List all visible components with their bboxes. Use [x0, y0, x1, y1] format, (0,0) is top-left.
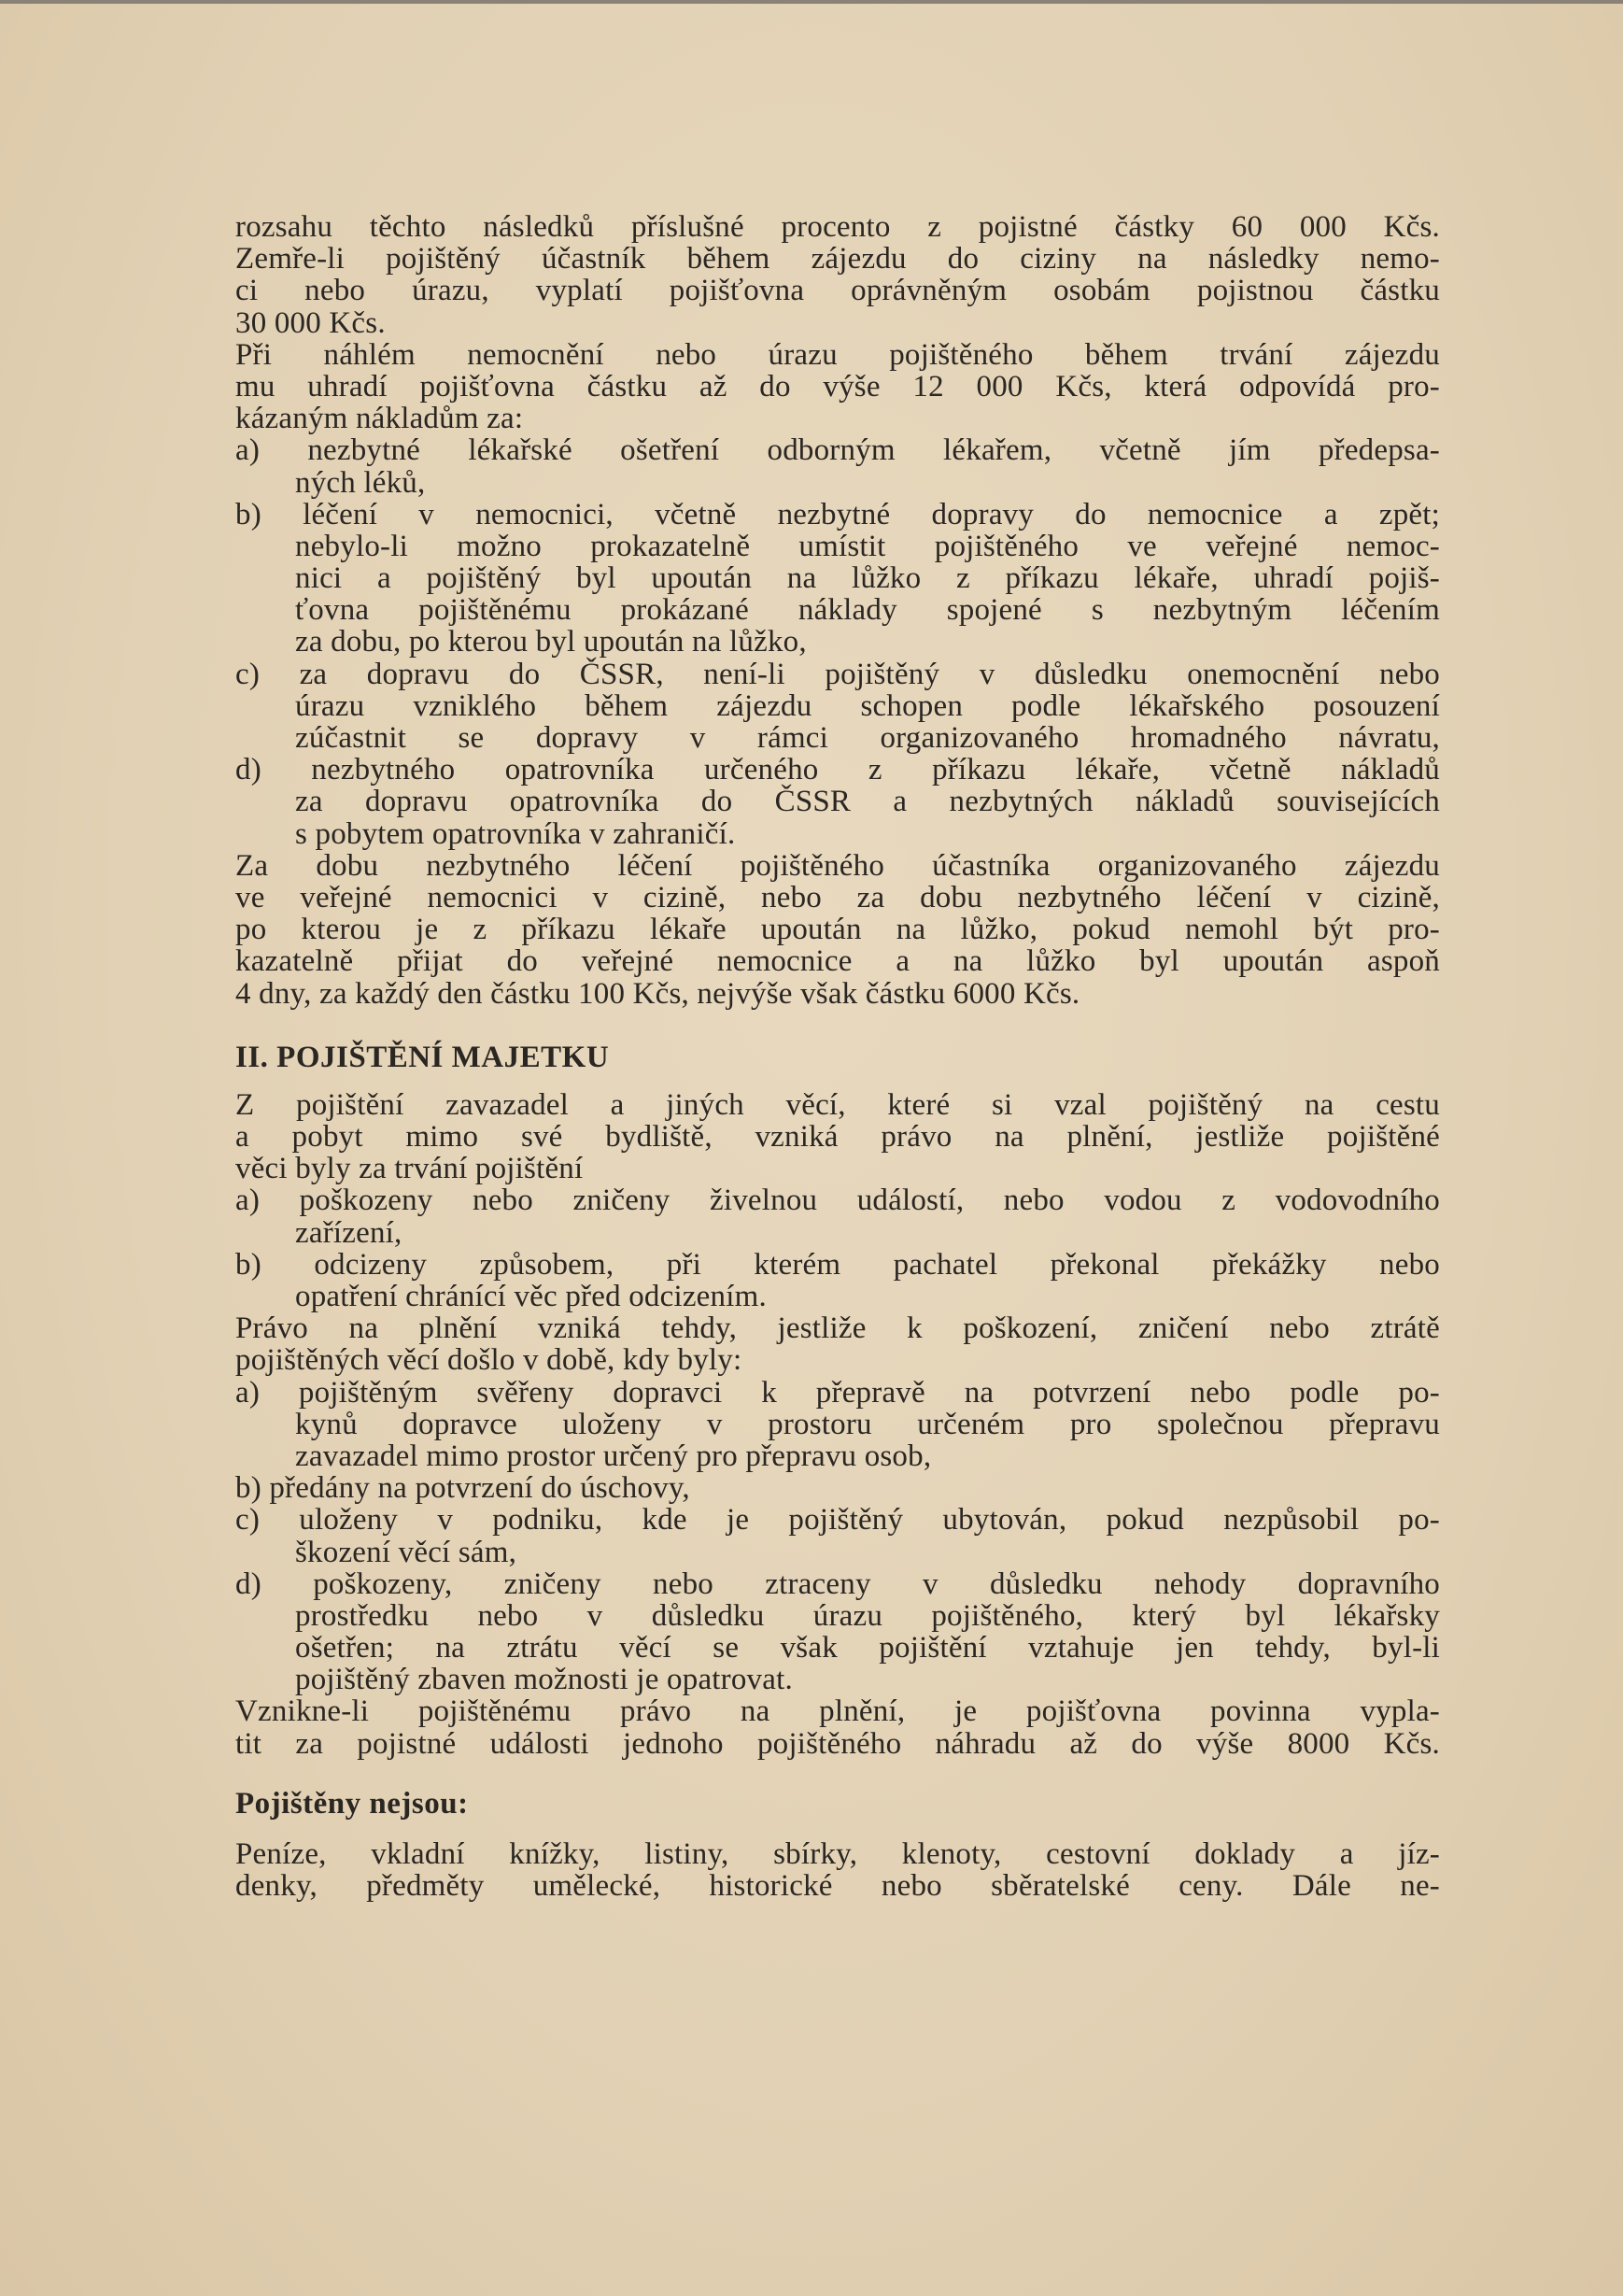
text-line: škození věcí sám,: [295, 1535, 517, 1569]
text-line: Z pojištění zavazadel a jiných věcí, které si vzal pojištěný na cestu: [235, 1087, 1440, 1122]
text-line: pojištěných věcí došlo v době, kdy byly:: [235, 1343, 742, 1378]
text-line: kazatelně přijat do veřejné nemocnice a na lůžko byl upoután aspoň: [235, 944, 1440, 979]
list-item-b: b) předány na potvrzení do úschovy,: [235, 1471, 690, 1506]
list-item-c: c) za dopravu do ČSSR, není-li pojištěný v důsledku onemocnění nebo: [235, 657, 1440, 691]
text-line: s pobytem opatrovníka v zahraničí.: [295, 816, 736, 851]
list-item-d: d) poškozeny, zničeny nebo ztraceny v důsledku nehody dopravního: [235, 1566, 1440, 1601]
text-line: 4 dny, za každý den částku 100 Kčs, nejvýše však částku 6000 Kčs.: [235, 976, 1080, 1011]
text-line: za dopravu opatrovníka do ČSSR a nezbytných nákladů souvisejících: [295, 785, 1440, 819]
text-line: ťovna pojištěnému prokázané náklady spojené s nezbytným léčením: [295, 593, 1440, 628]
text-line: věci byly za trvání pojištění: [235, 1152, 584, 1186]
text-line: opatření chránící věc před odcizením.: [295, 1280, 767, 1313]
text-line: ci nebo úrazu, vyplatí pojišťovna oprávněným osobám pojistnou částku: [235, 274, 1440, 308]
section-not-insured: [235, 1838, 1440, 1902]
text-line: tit za pojistné události jednoho pojištěného náhradu až do výše 8000 Kčs.: [235, 1726, 1440, 1761]
list-item-c: c) uloženy v podniku, kde je pojištěný ubytován, pokud nezpůsobil po-: [235, 1503, 1440, 1538]
list-item-a: a) poškozeny nebo zničeny živelnou událostí, nebo vodou z vodovodního: [235, 1183, 1440, 1218]
section-property-insurance: [235, 1089, 1440, 1760]
text-line: Vznikne-li pojištěnému právo na plnění, je pojišťovna povinna vypla-: [235, 1694, 1440, 1729]
text-line: a pobyt mimo své bydliště, vzniká právo na plnění, jestliže pojištěné: [235, 1120, 1440, 1155]
text-line: Za dobu nezbytného léčení pojištěného účastníka organizovaného zájezdu: [235, 848, 1440, 883]
text-line: kynů dopravce uloženy v prostoru určeném pro společnou přepravu: [295, 1407, 1440, 1441]
list-item-b: b) odcizeny způsobem, při kterém pachatel překonal překážky nebo: [235, 1247, 1440, 1282]
text-line: kázaným nákladům za:: [235, 402, 524, 436]
text-line: za dobu, po kterou byl upoután na lůžko,: [295, 625, 807, 659]
text-line: Při náhlém nemocnění nebo úrazu pojištěného během trvání zájezdu: [235, 337, 1440, 372]
text-line: nici a pojištěný byl upoután na lůžko z příkazu lékaře, uhradí pojiš-: [295, 561, 1440, 596]
section-health-insurance: [235, 211, 1440, 1010]
text-line: zařízení,: [295, 1215, 402, 1250]
list-item-a: a) nezbytné lékařské ošetření odborným lékařem, včetně jím předepsa-: [235, 433, 1440, 468]
text-line: Právo na plnění vzniká tehdy, jestliže k poškození, zničení nebo ztrátě: [235, 1311, 1440, 1346]
section-heading-property: II. POJIŠTĚNÍ MAJETKU: [235, 1040, 610, 1074]
document-body: [235, 211, 1440, 1902]
text-line: denky, předměty umělecké, historické nebo sběratelské ceny. Dále ne-: [235, 1869, 1440, 1904]
list-item-a: a) pojištěným svěřeny dopravci k přepravě na potvrzení nebo podle po-: [235, 1375, 1440, 1410]
text-line: ošetřen; na ztrátu věcí se však pojištění vztahuje jen tehdy, byl-li: [295, 1631, 1440, 1665]
text-line: pojištěný zbaven možnosti je opatrovat.: [295, 1663, 793, 1697]
text-line: zúčastnit se dopravy v rámci organizovaného hromadného návratu,: [295, 721, 1440, 755]
subheading-not-insured: Pojištěny nejsou:: [235, 1786, 469, 1821]
text-line: úrazu vzniklého během zájezdu schopen podle lékařského posouzení: [295, 688, 1440, 723]
text-line: po kterou je z příkazu lékaře upoután na lůžko, pokud nemohl být pro-: [235, 913, 1440, 947]
text-line: prostředku nebo v důsledku úrazu pojištěného, který byl lékařsky: [295, 1598, 1440, 1633]
list-item-b: b) léčení v nemocnici, včetně nezbytné dopravy do nemocnice a zpět;: [235, 497, 1440, 531]
list-item-d: d) nezbytného opatrovníka určeného z příkazu lékaře, včetně nákladů: [235, 753, 1440, 787]
top-edge-rule: [0, 0, 1623, 4]
text-line: zavazadel mimo prostor určený pro přepravu osob,: [295, 1439, 932, 1473]
text-line: nebylo-li možno prokazatelně umístit pojištěného ve veřejné nemoc-: [295, 529, 1440, 563]
text-line: mu uhradí pojišťovna částku až do výše 12 000 Kčs, která odpovídá pro-: [235, 369, 1440, 404]
text-line: rozsahu těchto následků příslušné procento z pojistné částky 60 000 Kčs.: [235, 210, 1440, 244]
text-line: 30 000 Kčs.: [235, 305, 386, 340]
text-line: ve veřejné nemocnici v cizině, nebo za dobu nezbytného léčení v cizině,: [235, 880, 1440, 914]
text-line: ných léků,: [295, 465, 426, 500]
text-line: Peníze, vkladní knížky, listiny, sbírky, klenoty, cestovní doklady a jíz-: [235, 1837, 1440, 1871]
text-line: Zemře-li pojištěný účastník během zájezdu do ciziny na následky nemo-: [235, 242, 1440, 276]
